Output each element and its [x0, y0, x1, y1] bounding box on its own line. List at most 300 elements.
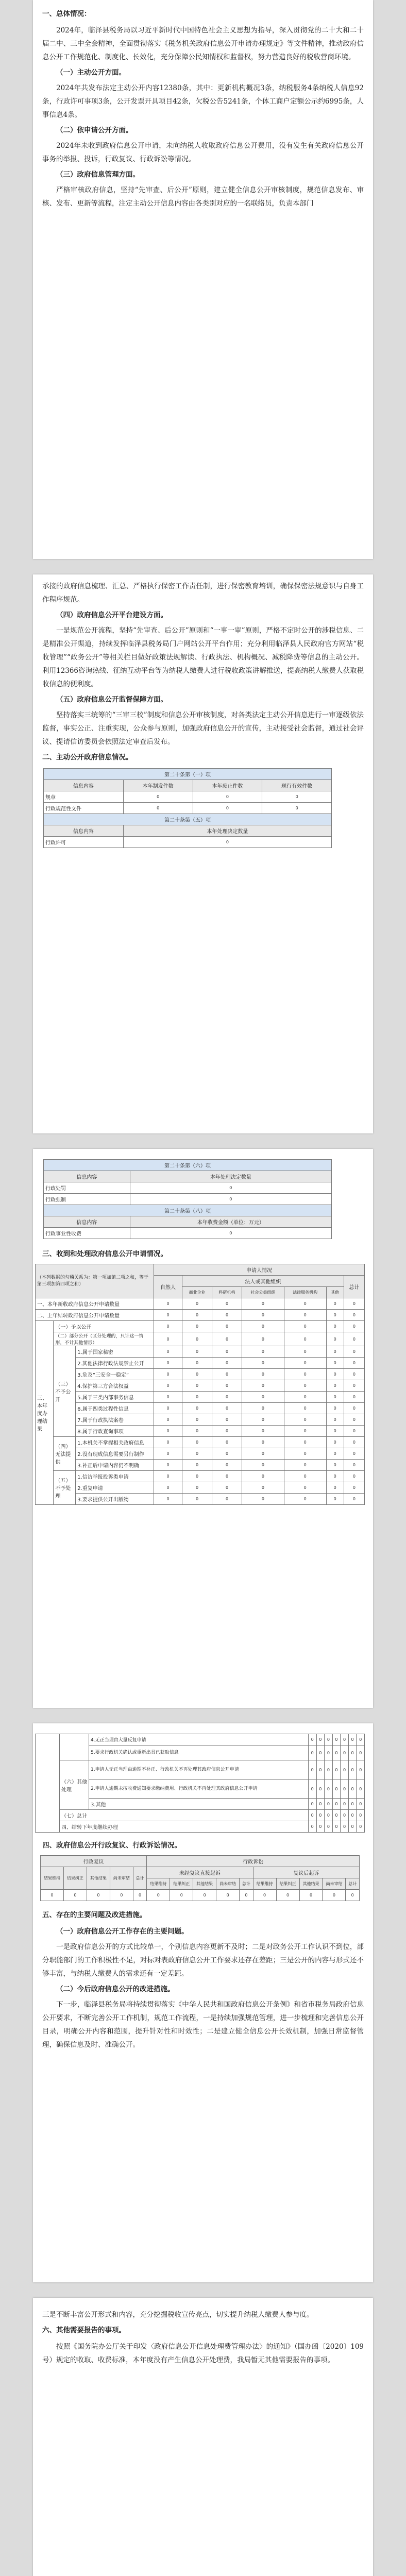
table-cell: 0 — [326, 1392, 344, 1403]
group-label: （六）其他处理 — [60, 1760, 89, 1810]
problems-title: （一）政府信息公开工作存在的主要问题。 — [56, 1927, 189, 1936]
column-header: 其他 — [326, 1287, 344, 1298]
section-platform-title: （四）政府信息公开平台建设方面。 — [56, 611, 167, 619]
table-cell: 0 — [344, 1392, 364, 1403]
table-cell: 0 — [326, 1403, 344, 1414]
table-cell: 0 — [341, 1760, 349, 1780]
column-header: 本年处理决定数量 — [130, 1171, 331, 1182]
column-header: 未经复议直接起诉 — [147, 1867, 253, 1878]
column-header: 其他结果 — [299, 1878, 323, 1890]
problems-text: 一是政府信息公开的方式比较单一，个别信息内容更新不及时；二是对政务公开工作认识不到位，部分职能部门的工作积极性不足，对标对表政府信息公开工作要求还存在差距；三是公开的内容与形式还不够丰富，与纳税人缴费人的需求还有一定差距。 — [42, 1943, 364, 1978]
table-cell: 0 — [326, 1358, 344, 1369]
column-header: 结果维持 — [147, 1878, 170, 1890]
table-row — [44, 837, 332, 848]
table-cell: 0 — [344, 1369, 364, 1380]
row-label: 4.保护第三方合法权益 — [76, 1380, 154, 1392]
table-cell: 0 — [299, 1890, 323, 1901]
table-cell: 0 — [308, 1734, 316, 1745]
table-cell: 0 — [316, 1760, 325, 1780]
table-cell: 0 — [242, 1494, 284, 1505]
table-cell: 0 — [154, 1426, 182, 1437]
table-cell: 0 — [326, 1426, 344, 1437]
table-cell: 0 — [182, 1298, 212, 1310]
table-cell: 0 — [212, 1310, 242, 1321]
table-cell: 0 — [332, 1821, 341, 1833]
row-label: 1.本机关不掌握相关政府信息 — [76, 1437, 154, 1448]
column-header: 本年处理决定数量 — [123, 825, 331, 837]
table-row — [44, 1182, 332, 1194]
table-cell: 0 — [212, 1321, 242, 1332]
table-cell: 0 — [130, 1194, 331, 1205]
column-header: 信息内容 — [44, 1171, 130, 1182]
table-cell: 0 — [123, 803, 193, 814]
table-cell: 0 — [308, 1810, 316, 1821]
table-cell: 0 — [154, 1494, 182, 1505]
table-cell: 0 — [344, 1380, 364, 1392]
table-cell: 0 — [348, 1799, 357, 1810]
table-cell: 0 — [344, 1310, 364, 1321]
table-cell: 0 — [357, 1760, 365, 1780]
table-cell: 0 — [284, 1392, 326, 1403]
table-cell: 0 — [154, 1310, 182, 1321]
table-cell: 0 — [123, 791, 193, 803]
column-header: 结果维持 — [253, 1878, 276, 1890]
table-cell: 0 — [344, 1358, 364, 1369]
table-cell: 0 — [240, 1890, 253, 1901]
table-cell: 0 — [242, 1332, 284, 1346]
table-cell: 0 — [284, 1460, 326, 1471]
table-cell: 0 — [242, 1310, 284, 1321]
group-label: （四）无法提供 — [54, 1437, 76, 1471]
table-cell: 0 — [341, 1780, 349, 1799]
table-row — [36, 1460, 365, 1471]
row-label: 3.危及“三安全一稳定” — [76, 1369, 154, 1380]
table-cell: 0 — [284, 1332, 326, 1346]
table-row — [44, 791, 332, 803]
row-label: 2.重复申请 — [76, 1482, 154, 1494]
group-label-spacer — [60, 1734, 89, 1760]
table-cell: 0 — [332, 1745, 341, 1760]
table-cell: 0 — [357, 1821, 365, 1833]
row-label: 一、本年新收政府信息公开申请数量 — [36, 1298, 154, 1310]
table-cell: 0 — [316, 1821, 325, 1833]
table-row — [36, 1310, 365, 1321]
row-label: 4.无正当理由大量反复申请 — [89, 1734, 309, 1745]
table-cell: 0 — [212, 1392, 242, 1403]
table-cell: 0 — [348, 1734, 357, 1745]
table-cell: 0 — [344, 1346, 364, 1358]
column-header: 信息内容 — [44, 780, 124, 791]
table-cell: 0 — [341, 1821, 349, 1833]
table-cell: 0 — [212, 1380, 242, 1392]
table-row — [44, 1194, 332, 1205]
row-label: 7.属于行政执法案卷 — [76, 1414, 154, 1426]
improvements-title: （二）今后政府信息公开的改进措施。 — [56, 1985, 175, 1993]
row-label: 行政事业性收费 — [44, 1228, 130, 1239]
table-cell: 0 — [242, 1358, 284, 1369]
table-cell: 0 — [284, 1494, 326, 1505]
table-cell: 0 — [316, 1745, 325, 1760]
table-cell: 0 — [41, 1890, 64, 1901]
column-header: 复议后起诉 — [253, 1867, 359, 1878]
table-row — [41, 1890, 360, 1901]
table-cell: 0 — [242, 1380, 284, 1392]
table-cell: 0 — [182, 1380, 212, 1392]
table-cell: 0 — [212, 1369, 242, 1380]
table-row — [36, 1346, 365, 1358]
table-cell: 0 — [341, 1810, 349, 1821]
table-cell: 0 — [212, 1346, 242, 1358]
table-cell: 0 — [316, 1734, 325, 1745]
row-label: 2.申请人逾期未按收费通知要求缴纳费用、行政机关不再处理其政府信息公开申请 — [89, 1780, 309, 1799]
table-cell: 0 — [284, 1448, 326, 1460]
table-cell: 0 — [344, 1460, 364, 1471]
table-row — [36, 1821, 365, 1833]
document-page-5 — [33, 2298, 373, 2576]
row-label: 行政强制 — [44, 1194, 130, 1205]
table-cell: 0 — [242, 1471, 284, 1482]
table-cell: 0 — [326, 1346, 344, 1358]
table-cell: 0 — [326, 1414, 344, 1426]
document-page-1 — [33, 0, 373, 559]
table-cell: 0 — [182, 1426, 212, 1437]
column-header: 结果纠正 — [63, 1867, 87, 1890]
table-cell: 0 — [212, 1437, 242, 1448]
column-header: 本年收费金额（单位：万元） — [130, 1216, 331, 1228]
row-label: 四、结转下年度继续办理 — [60, 1821, 309, 1833]
column-header: 本年废止件数 — [193, 780, 262, 791]
overview-intro: 2024年，临泽县税务局以习近平新时代中国特色社会主义思想为指导，深入贯彻党的二十大和二十届二中、三中全会精神，全面贯彻落实《税务机关政府信息公开申请办理规定》等文件精神，推动政府信息公开工作规范化、制度化、长效化，充分保障公民知情权和监督权，努力营造良好的税收营商环境。 — [42, 26, 364, 61]
chapter-requests: 三、收到和处理政府信息公开申请情况。 — [42, 1250, 167, 1258]
table-cell: 0 — [284, 1426, 326, 1437]
table-cell: 0 — [154, 1448, 182, 1460]
table-cell: 0 — [242, 1414, 284, 1426]
column-header: 信息内容 — [44, 1216, 130, 1228]
row-label: 规章 — [44, 791, 124, 803]
column-header: 商业企业 — [182, 1287, 212, 1298]
section-platform-text: 一是规范公开流程，坚持“先审查、后公开”原则和“一事一审”原则，严格不定时公开的涉税信息、二是精准公开渠道，持续发挥临泽县税务局门户网站公开平台作用；充分利用临泽县人民政府官方网站“税收管理”“政务公开”等相关栏目做好政策法规解读、行政执法、机构概况、减税降费等信息的主动公开。利用12366咨询热线、征纳互动平台等为纳税人缴费人进行税收政策讲解推送，提高纳税人缴费人获取税收信息的便利度。 — [42, 626, 364, 688]
table-row — [36, 1380, 365, 1392]
table-cell: 0 — [212, 1298, 242, 1310]
table-row — [36, 1810, 365, 1821]
table-cell: 0 — [326, 1380, 344, 1392]
chapter-active-disclosure: 二、主动公开政府信息情况。 — [42, 753, 133, 761]
table-section-label: 第二十条第（六）项 — [44, 1160, 332, 1171]
table-cell: 0 — [253, 1890, 276, 1901]
row-label: 3.要求提供公开出版物 — [76, 1494, 154, 1505]
table-cell: 0 — [154, 1298, 182, 1310]
table-row — [36, 1448, 365, 1460]
table-cell: 0 — [154, 1437, 182, 1448]
table-section-label: 第二十条第（一）项 — [44, 769, 332, 780]
row-label: 8.属于行政查询事项 — [76, 1426, 154, 1437]
table-cell: 0 — [276, 1890, 299, 1901]
requests-table-continued — [35, 1734, 365, 1833]
column-header: 结果纠正 — [170, 1878, 193, 1890]
table-cell: 0 — [123, 837, 331, 848]
table-cell: 0 — [316, 1780, 325, 1799]
table-cell: 0 — [154, 1460, 182, 1471]
table-cell: 0 — [326, 1369, 344, 1380]
table-cell: 0 — [182, 1471, 212, 1482]
column-header: 结果纠正 — [276, 1878, 299, 1890]
table-cell: 0 — [242, 1437, 284, 1448]
table-row — [44, 1228, 332, 1239]
table-row — [36, 1482, 365, 1494]
column-header: 尚未审结 — [110, 1867, 133, 1890]
table-cell: 0 — [326, 1332, 344, 1346]
table-cell: 0 — [212, 1358, 242, 1369]
column-header: 总计 — [344, 1276, 364, 1298]
table-cell: 0 — [193, 1890, 216, 1901]
document-page-4 — [33, 1723, 373, 2282]
table-cell: 0 — [242, 1426, 284, 1437]
table-cell: 0 — [130, 1182, 331, 1194]
table-cell: 0 — [212, 1426, 242, 1437]
other-matters-text: 按照《国务院办公厅关于印发〈政府信息公开信息处理费管理办法〉的通知》（国办函〔2020〕109号）规定的收取、收费标准，本年度没有产生信息公开处理费，我局暂无其他需要报告的事项。 — [42, 2343, 364, 2364]
row-label: 1.信访举报投诉类申请 — [76, 1471, 154, 1482]
section-management-text: 严格审核政府信息，坚持“先审查、后公开”原则，建立健全信息公开审核制度，规范信息发布、审核、发布、更新等流程，注定主动公开信息内容由各类别对应的一名联络员，负责本部门 — [42, 186, 364, 208]
table-cell: 0 — [154, 1482, 182, 1494]
table-cell: 0 — [344, 1494, 364, 1505]
table-cell: 0 — [344, 1437, 364, 1448]
table-cell: 0 — [242, 1346, 284, 1358]
table-row — [36, 1369, 365, 1380]
row-label: 1.申请人无正当理由逾期不补正、行政机关不再处理其政府信息公开申请 — [89, 1760, 309, 1780]
table-row — [36, 1426, 365, 1437]
table-cell: 0 — [262, 791, 332, 803]
table-cell: 0 — [284, 1380, 326, 1392]
row-label: （一）予以公开 — [54, 1321, 154, 1332]
row-label: 二、上年结转政府信息公开申请数量 — [36, 1310, 154, 1321]
row-label: 3.其他 — [89, 1799, 309, 1810]
table-cell: 0 — [182, 1369, 212, 1380]
table-cell: 0 — [182, 1414, 212, 1426]
table-cell: 0 — [325, 1799, 333, 1810]
column-header: 尚未审结 — [323, 1878, 346, 1890]
table-cell: 0 — [284, 1321, 326, 1332]
table-cell: 0 — [348, 1760, 357, 1780]
table-cell: 0 — [325, 1821, 333, 1833]
table-cell: 0 — [348, 1745, 357, 1760]
table-cell: 0 — [332, 1780, 341, 1799]
table-cell: 0 — [133, 1890, 147, 1901]
table-cell: 0 — [326, 1482, 344, 1494]
table-cell: 0 — [325, 1734, 333, 1745]
section-management-title: （三）政府信息管理方面。 — [56, 171, 140, 179]
table-row — [36, 1392, 365, 1403]
table-cell: 0 — [154, 1403, 182, 1414]
row-label: 5.属于三类内部事务信息 — [76, 1392, 154, 1403]
table-cell: 0 — [326, 1494, 344, 1505]
group-label: （五）不予处理 — [54, 1471, 76, 1505]
review-litigation-table — [40, 1855, 360, 1901]
table-cell: 0 — [284, 1437, 326, 1448]
table-cell: 0 — [357, 1810, 365, 1821]
row-label: （七）总计 — [60, 1810, 309, 1821]
table-cell: 0 — [284, 1482, 326, 1494]
row-label: 行政许可 — [44, 837, 124, 848]
table-cell: 0 — [212, 1403, 242, 1414]
table-row — [44, 803, 332, 814]
column-header: 结果维持 — [41, 1867, 64, 1890]
column-header: 其他结果 — [193, 1878, 216, 1890]
table-cell: 0 — [284, 1414, 326, 1426]
table-cell: 0 — [344, 1471, 364, 1482]
column-header: 行政复议 — [41, 1856, 147, 1867]
table-cell: 0 — [182, 1321, 212, 1332]
table-cell: 0 — [326, 1460, 344, 1471]
table-cell: 0 — [344, 1414, 364, 1426]
table-cell: 0 — [344, 1448, 364, 1460]
table-cell: 0 — [154, 1369, 182, 1380]
column-header: 总计 — [133, 1867, 147, 1890]
row-label: 2.没有现成信息需要另行制作 — [76, 1448, 154, 1460]
table-cell: 0 — [170, 1890, 193, 1901]
table-cell: 0 — [308, 1799, 316, 1810]
table-row — [36, 1734, 365, 1745]
row-label: 5.要求行政机关确认或重新出具已获取信息 — [89, 1745, 309, 1760]
table-cell: 0 — [242, 1298, 284, 1310]
table-cell: 0 — [346, 1890, 360, 1901]
table-cell: 0 — [216, 1890, 240, 1901]
table-row — [36, 1414, 365, 1426]
table-cell: 0 — [193, 803, 262, 814]
table-cell: 0 — [344, 1298, 364, 1310]
table-cell: 0 — [348, 1821, 357, 1833]
table-cell: 0 — [182, 1448, 212, 1460]
table-row — [36, 1358, 365, 1369]
table-row — [36, 1437, 365, 1448]
table-cell: 0 — [326, 1321, 344, 1332]
management-text-continued: 承接的政府信息梳理、汇总、严格执行保密工作责任制，进行保密教育培训，确保保密法规意识与自身工作程序规范。 — [42, 582, 364, 604]
table-cell: 0 — [242, 1403, 284, 1414]
table-cell: 0 — [212, 1482, 242, 1494]
section-supervision-title: （五）政府信息公开监督保障方面。 — [56, 696, 167, 704]
column-header: 自然人 — [154, 1276, 182, 1298]
row-label: 3.补正后申请内容仍不明确 — [76, 1460, 154, 1471]
section-request-text: 2024年未收到政府信息公开申请，未向纳税人收取政府信息公开费用，没有发生有关政府信息公开事务的举报、投诉，行政复议、行政诉讼等情况。 — [42, 142, 364, 163]
table-cell: 0 — [154, 1332, 182, 1346]
table-cell: 0 — [308, 1821, 316, 1833]
table-cell: 0 — [182, 1310, 212, 1321]
table-cell: 0 — [242, 1321, 284, 1332]
table-cell: 0 — [357, 1799, 365, 1810]
table-cell: 0 — [341, 1734, 349, 1745]
improvements-text-continued: 三是不断丰富公开形式和内容，充分挖掘税收宣传亮点，切实提升纳税人缴费人参与度。 — [42, 2311, 314, 2319]
chapter-review-litigation: 四、政府信息公开行政复议、行政诉讼情况。 — [42, 1841, 181, 1850]
table-cell: 0 — [308, 1760, 316, 1780]
table-cell: 0 — [182, 1460, 212, 1471]
table-cell: 0 — [344, 1426, 364, 1437]
table-cell: 0 — [325, 1810, 333, 1821]
table-note: （本列数据的勾稽关系为：第一项加第二项之和，等于第三项加第四项之和） — [36, 1264, 154, 1298]
column-header: 其他结果 — [87, 1867, 110, 1890]
table-cell: 0 — [348, 1810, 357, 1821]
group-label-spacer — [36, 1734, 60, 1833]
column-header: 尚未审结 — [216, 1878, 240, 1890]
table-cell: 0 — [284, 1358, 326, 1369]
row-label: 6.属于四类过程性信息 — [76, 1403, 154, 1414]
table-cell: 0 — [284, 1369, 326, 1380]
table-cell: 0 — [308, 1745, 316, 1760]
table-cell: 0 — [326, 1471, 344, 1482]
section-supervision-text: 坚持落实三统筹的“三审三校”制度和信息公开审核制度，对各类法定主动公开信息进行一审逐级依法监督，事实公正、注重实现，公众参与原则，加强政府信息公开的宣传，主动接受社会监督，通过社会评议、提请信访委员会依照法定审查后发布。 — [42, 711, 364, 746]
table-cell: 0 — [63, 1890, 87, 1901]
table-cell: 0 — [182, 1392, 212, 1403]
row-label: 1.属于国家秘密 — [76, 1346, 154, 1358]
column-header: 行政诉讼 — [147, 1856, 360, 1867]
table-cell: 0 — [357, 1734, 365, 1745]
group-label: 三、本年度办理结果 — [36, 1321, 54, 1505]
table-cell: 0 — [332, 1760, 341, 1780]
table-row — [36, 1760, 365, 1780]
document-page-3 — [33, 1149, 373, 1708]
table-row — [36, 1332, 365, 1346]
table-cell: 0 — [348, 1780, 357, 1799]
column-header: 法律服务机构 — [284, 1287, 326, 1298]
column-header: 本年制发件数 — [123, 780, 193, 791]
section-active-title: （一）主动公开方面。 — [56, 69, 126, 77]
chapter-problems: 五、存在的主要问题及改进措施。 — [42, 1911, 147, 1919]
table-cell: 0 — [284, 1310, 326, 1321]
table-cell: 0 — [341, 1799, 349, 1810]
table-cell: 0 — [284, 1403, 326, 1414]
table-cell: 0 — [284, 1346, 326, 1358]
table-cell: 0 — [308, 1780, 316, 1799]
table-cell: 0 — [357, 1780, 365, 1799]
table-cell: 0 — [344, 1482, 364, 1494]
table-cell: 0 — [182, 1494, 212, 1505]
column-header: 科研机构 — [212, 1287, 242, 1298]
table-cell: 0 — [242, 1369, 284, 1380]
table-cell: 0 — [212, 1460, 242, 1471]
table-cell: 0 — [326, 1437, 344, 1448]
table-cell: 0 — [154, 1380, 182, 1392]
table-cell: 0 — [182, 1403, 212, 1414]
active-disclosure-table — [43, 768, 332, 848]
table-cell: 0 — [154, 1346, 182, 1358]
table-cell: 0 — [182, 1332, 212, 1346]
table-cell: 0 — [154, 1358, 182, 1369]
table-cell: 0 — [332, 1734, 341, 1745]
table-row — [36, 1403, 365, 1414]
column-header: 现行有效件数 — [262, 780, 332, 791]
table-cell: 0 — [182, 1358, 212, 1369]
table-cell: 0 — [193, 791, 262, 803]
overview-heading: 一、总体情况： — [42, 10, 91, 18]
table-cell: 0 — [87, 1890, 110, 1901]
table-cell: 0 — [344, 1403, 364, 1414]
table-cell: 0 — [182, 1482, 212, 1494]
table-cell: 0 — [357, 1745, 365, 1760]
table-cell: 0 — [212, 1448, 242, 1460]
table-cell: 0 — [284, 1471, 326, 1482]
table-cell: 0 — [326, 1448, 344, 1460]
column-header: 法人或其他组织 — [182, 1276, 344, 1287]
table-cell: 0 — [341, 1745, 349, 1760]
table-cell: 0 — [316, 1799, 325, 1810]
table-cell: 0 — [212, 1332, 242, 1346]
table-cell: 0 — [284, 1298, 326, 1310]
table-cell: 0 — [325, 1745, 333, 1760]
document-page-2 — [33, 574, 373, 1133]
table-section-label: 第二十条第（五）项 — [44, 814, 332, 825]
table-cell: 0 — [323, 1890, 346, 1901]
table-row — [36, 1471, 365, 1482]
improvements-text: 下一步，临泽县税务局将持续贯彻落实《中华人民共和国政府信息公开条例》和省市税务局政府信息公开要求，不断完善公开工作机制，规范工作流程，一是持续加强规范管理，进一步梳理和完善信息公开目录，明确公开内容和范围，提升针对性和时效性；二是建立健全信息公开长效机制，加强日常监督管理，确保信息及时、准确公开。 — [42, 2001, 364, 2049]
table-section-label: 第二十条第（八）项 — [44, 1205, 332, 1216]
